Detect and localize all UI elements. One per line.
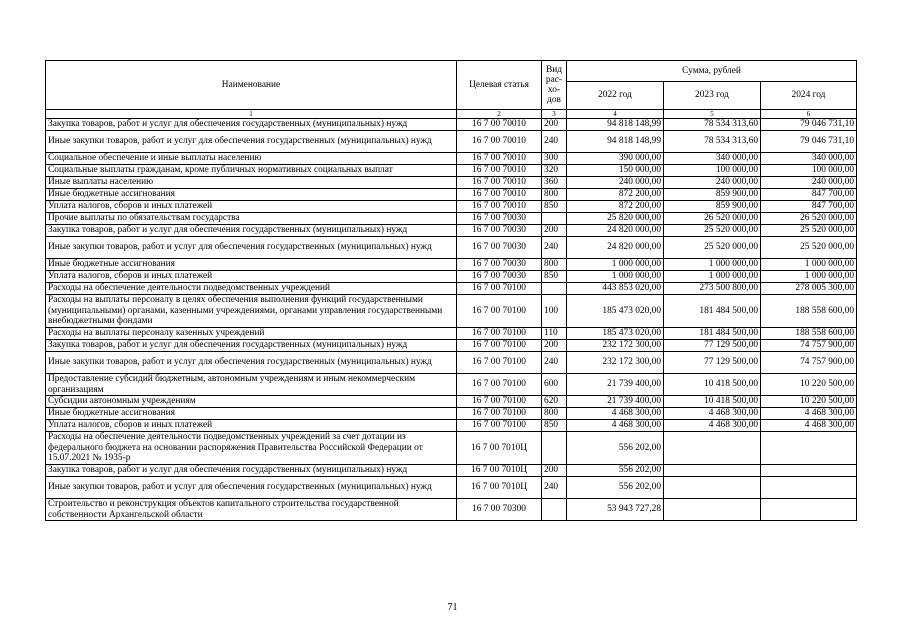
row-amount-2022: 25 820 000,00	[567, 213, 664, 225]
row-amount-2022: 1 000 000,00	[567, 259, 664, 271]
row-vid: 110	[542, 328, 567, 340]
row-amount-2022: 556 202,00	[567, 465, 664, 477]
row-vid: 240	[542, 352, 567, 374]
row-article: 16 7 00 70100	[457, 420, 542, 432]
row-vid	[542, 432, 567, 465]
row-article: 16 7 00 70100	[457, 408, 542, 420]
table-row	[46, 477, 857, 499]
row-amount-2022: 4 468 300,00	[567, 420, 664, 432]
row-amount-2024: 74 757 900,00	[761, 340, 857, 352]
row-name: Иные бюджетные ассигнования	[46, 408, 457, 420]
row-amount-2024: 340 000,00	[761, 153, 857, 165]
header-name: Наименование	[46, 61, 457, 110]
row-article: 16 7 00 70100	[457, 396, 542, 408]
row-vid: 600	[542, 374, 567, 396]
row-amount-2024: 79 046 731,10	[761, 131, 857, 153]
row-amount-2022: 94 818 148,99	[567, 131, 664, 153]
table-row	[46, 225, 857, 237]
row-amount-2024	[761, 465, 857, 477]
row-article: 16 7 00 70300	[457, 499, 542, 521]
row-amount-2024: 79 046 731,10	[761, 119, 857, 131]
header-vid: Вид рас- хо- дов	[542, 61, 567, 110]
row-amount-2024: 240 000,00	[761, 177, 857, 189]
row-amount-2022: 240 000,00	[567, 177, 664, 189]
table-row	[46, 153, 857, 165]
row-amount-2023: 78 534 313,60	[664, 131, 761, 153]
row-name: Иные закупки товаров, работ и услуг для обеспечения государственных (муниципальных) нужд	[46, 237, 457, 259]
row-amount-2024: 1 000 000,00	[761, 259, 857, 271]
row-vid: 100	[542, 295, 567, 328]
row-amount-2023: 4 468 300,00	[664, 420, 761, 432]
row-article: 16 7 00 70010	[457, 131, 542, 153]
row-amount-2023	[664, 499, 761, 521]
row-article: 16 7 00 7010Ц	[457, 465, 542, 477]
row-name: Строительство и реконструкция объектов капитального строительства государственной собственности Архангельской области	[46, 499, 457, 521]
row-amount-2023: 4 468 300,00	[664, 408, 761, 420]
row-name: Закупка товаров, работ и услуг для обеспечения государственных (муниципальных) нужд	[46, 465, 457, 477]
row-name: Расходы на выплаты персоналу казенных учреждений	[46, 328, 457, 340]
row-amount-2023: 78 534 313,60	[664, 119, 761, 131]
row-vid: 800	[542, 408, 567, 420]
table-row	[46, 119, 857, 131]
table-row	[46, 201, 857, 213]
table-row	[46, 177, 857, 189]
row-amount-2024	[761, 432, 857, 465]
row-article: 16 7 00 70030	[457, 271, 542, 283]
row-article: 16 7 00 70010	[457, 177, 542, 189]
row-article: 16 7 00 70010	[457, 119, 542, 131]
row-name: Закупка товаров, работ и услуг для обеспечения государственных (муниципальных) нужд	[46, 119, 457, 131]
row-vid: 200	[542, 340, 567, 352]
row-amount-2024: 74 757 900,00	[761, 352, 857, 374]
row-amount-2023: 26 520 000,00	[664, 213, 761, 225]
row-vid: 800	[542, 259, 567, 271]
row-name: Уплата налогов, сборов и иных платежей	[46, 201, 457, 213]
row-name: Иные закупки товаров, работ и услуг для обеспечения государственных (муниципальных) нужд	[46, 131, 457, 153]
row-amount-2022: 556 202,00	[567, 477, 664, 499]
column-number: 2	[457, 110, 542, 119]
row-vid: 850	[542, 271, 567, 283]
row-article: 16 7 00 70100	[457, 340, 542, 352]
budget-table	[45, 60, 857, 521]
row-amount-2023: 77 129 500,00	[664, 340, 761, 352]
header-article: Целевая статья	[457, 61, 542, 110]
row-amount-2023	[664, 432, 761, 465]
row-amount-2024	[761, 499, 857, 521]
row-amount-2024: 847 700,00	[761, 201, 857, 213]
row-name: Иные выплаты населению	[46, 177, 457, 189]
row-amount-2023: 273 500 800,00	[664, 283, 761, 295]
row-name: Уплата налогов, сборов и иных платежей	[46, 420, 457, 432]
row-amount-2024: 25 520 000,00	[761, 237, 857, 259]
header-year-2024: 2024 год	[761, 82, 857, 110]
row-amount-2023: 859 900,00	[664, 201, 761, 213]
row-vid: 850	[542, 201, 567, 213]
row-article: 16 7 00 70030	[457, 259, 542, 271]
row-amount-2022: 443 853 020,00	[567, 283, 664, 295]
row-amount-2022: 185 473 020,00	[567, 295, 664, 328]
row-amount-2023: 340 000,00	[664, 153, 761, 165]
row-amount-2022: 21 739 400,00	[567, 374, 664, 396]
row-name: Иные бюджетные ассигнования	[46, 189, 457, 201]
row-amount-2023: 100 000,00	[664, 165, 761, 177]
table-row	[46, 131, 857, 153]
row-amount-2022: 53 943 727,28	[567, 499, 664, 521]
table-row	[46, 396, 857, 408]
table-row	[46, 271, 857, 283]
row-vid: 300	[542, 153, 567, 165]
table-row	[46, 499, 857, 521]
row-vid: 200	[542, 465, 567, 477]
row-amount-2023: 10 418 500,00	[664, 374, 761, 396]
row-amount-2022: 232 172 300,00	[567, 352, 664, 374]
row-name: Иные закупки товаров, работ и услуг для обеспечения государственных (муниципальных) нужд	[46, 352, 457, 374]
table-row	[46, 189, 857, 201]
row-article: 16 7 00 7010Ц	[457, 432, 542, 465]
row-name: Расходы на обеспечение деятельности подведомственных учреждений за счет дотации из федерального бюджета на основании распоряжения Правительства Российской Федерации от 15.07.2021 № 1935-р	[46, 432, 457, 465]
table-row	[46, 340, 857, 352]
row-amount-2022: 872 200,00	[567, 189, 664, 201]
row-amount-2022: 24 820 000,00	[567, 237, 664, 259]
row-name: Социальное обеспечение и иные выплаты населению	[46, 153, 457, 165]
table-row	[46, 165, 857, 177]
row-amount-2024: 10 220 500,00	[761, 396, 857, 408]
row-amount-2023	[664, 465, 761, 477]
row-vid: 850	[542, 420, 567, 432]
row-article: 16 7 00 70010	[457, 189, 542, 201]
row-amount-2022: 21 739 400,00	[567, 396, 664, 408]
row-vid	[542, 213, 567, 225]
row-vid: 800	[542, 189, 567, 201]
row-amount-2022: 24 820 000,00	[567, 225, 664, 237]
row-amount-2023: 1 000 000,00	[664, 271, 761, 283]
row-amount-2024: 4 468 300,00	[761, 420, 857, 432]
table-row	[46, 237, 857, 259]
row-amount-2022: 94 818 148,99	[567, 119, 664, 131]
table-row	[46, 283, 857, 295]
row-amount-2024: 4 468 300,00	[761, 408, 857, 420]
table-row	[46, 374, 857, 396]
row-article: 16 7 00 70100	[457, 328, 542, 340]
page-number: 71	[447, 602, 458, 613]
table-row	[46, 328, 857, 340]
row-amount-2024: 1 000 000,00	[761, 271, 857, 283]
row-amount-2024: 847 700,00	[761, 189, 857, 201]
table-row	[46, 213, 857, 225]
row-name: Иные бюджетные ассигнования	[46, 259, 457, 271]
row-amount-2023: 10 418 500,00	[664, 396, 761, 408]
row-amount-2024: 188 558 600,00	[761, 328, 857, 340]
row-vid: 200	[542, 225, 567, 237]
row-vid	[542, 283, 567, 295]
row-article: 16 7 00 70100	[457, 283, 542, 295]
row-vid: 240	[542, 237, 567, 259]
row-amount-2022: 872 200,00	[567, 201, 664, 213]
table-row	[46, 465, 857, 477]
row-article: 16 7 00 70100	[457, 352, 542, 374]
header-sum: Сумма, рублей	[567, 61, 857, 82]
row-name: Предоставление субсидий бюджетным, автономным учреждениям и иным некоммерческим организациям	[46, 374, 457, 396]
row-amount-2022: 150 000,00	[567, 165, 664, 177]
row-amount-2023	[664, 477, 761, 499]
column-number: 3	[542, 110, 567, 119]
table-row	[46, 352, 857, 374]
row-name: Закупка товаров, работ и услуг для обеспечения государственных (муниципальных) нужд	[46, 225, 457, 237]
table-row	[46, 432, 857, 465]
row-name: Расходы на обеспечение деятельности подведомственных учреждений	[46, 283, 457, 295]
row-article: 16 7 00 70030	[457, 225, 542, 237]
header-year-2022: 2022 год	[567, 82, 664, 110]
row-amount-2022: 390 000,00	[567, 153, 664, 165]
row-name: Уплата налогов, сборов и иных платежей	[46, 271, 457, 283]
row-amount-2024: 188 558 600,00	[761, 295, 857, 328]
row-amount-2022: 232 172 300,00	[567, 340, 664, 352]
table-row	[46, 420, 857, 432]
table-row	[46, 295, 857, 328]
row-amount-2023: 1 000 000,00	[664, 259, 761, 271]
row-amount-2023: 181 484 500,00	[664, 328, 761, 340]
row-amount-2024: 25 520 000,00	[761, 225, 857, 237]
row-amount-2023: 25 520 000,00	[664, 237, 761, 259]
row-vid: 620	[542, 396, 567, 408]
column-number: 4	[567, 110, 664, 119]
row-amount-2023: 25 520 000,00	[664, 225, 761, 237]
column-number: 5	[664, 110, 761, 119]
row-amount-2024: 278 005 300,00	[761, 283, 857, 295]
row-amount-2023: 77 129 500,00	[664, 352, 761, 374]
row-vid: 320	[542, 165, 567, 177]
row-article: 16 7 00 70010	[457, 201, 542, 213]
row-vid: 360	[542, 177, 567, 189]
row-amount-2022: 185 473 020,00	[567, 328, 664, 340]
row-amount-2024: 100 000,00	[761, 165, 857, 177]
row-name: Расходы на выплаты персоналу в целях обеспечения выполнения функций государственными (муниципальными) органами, казенными учреждениями, органами управления государственными внебюджетными фондами	[46, 295, 457, 328]
row-article: 16 7 00 70100	[457, 374, 542, 396]
row-article: 16 7 00 7010Ц	[457, 477, 542, 499]
row-name: Иные закупки товаров, работ и услуг для обеспечения государственных (муниципальных) нужд	[46, 477, 457, 499]
column-number: 1	[46, 110, 457, 119]
row-article: 16 7 00 70030	[457, 213, 542, 225]
row-article: 16 7 00 70010	[457, 153, 542, 165]
table-row	[46, 259, 857, 271]
row-amount-2023: 181 484 500,00	[664, 295, 761, 328]
row-amount-2023: 859 900,00	[664, 189, 761, 201]
row-name: Закупка товаров, работ и услуг для обеспечения государственных (муниципальных) нужд	[46, 340, 457, 352]
row-amount-2024: 26 520 000,00	[761, 213, 857, 225]
header-year-2023: 2023 год	[664, 82, 761, 110]
column-number: 6	[761, 110, 857, 119]
row-name: Прочие выплаты по обязательствам государства	[46, 213, 457, 225]
row-name: Субсидии автономным учреждениям	[46, 396, 457, 408]
row-article: 16 7 00 70010	[457, 165, 542, 177]
row-amount-2022: 1 000 000,00	[567, 271, 664, 283]
row-article: 16 7 00 70030	[457, 237, 542, 259]
row-amount-2022: 556 202,00	[567, 432, 664, 465]
row-vid: 200	[542, 119, 567, 131]
row-amount-2024	[761, 477, 857, 499]
table-row	[46, 408, 857, 420]
row-article: 16 7 00 70100	[457, 295, 542, 328]
row-vid: 240	[542, 131, 567, 153]
row-amount-2023: 240 000,00	[664, 177, 761, 189]
row-vid: 240	[542, 477, 567, 499]
row-amount-2024: 10 220 500,00	[761, 374, 857, 396]
row-vid	[542, 499, 567, 521]
row-amount-2022: 4 468 300,00	[567, 408, 664, 420]
row-name: Социальные выплаты гражданам, кроме публичных нормативных социальных выплат	[46, 165, 457, 177]
